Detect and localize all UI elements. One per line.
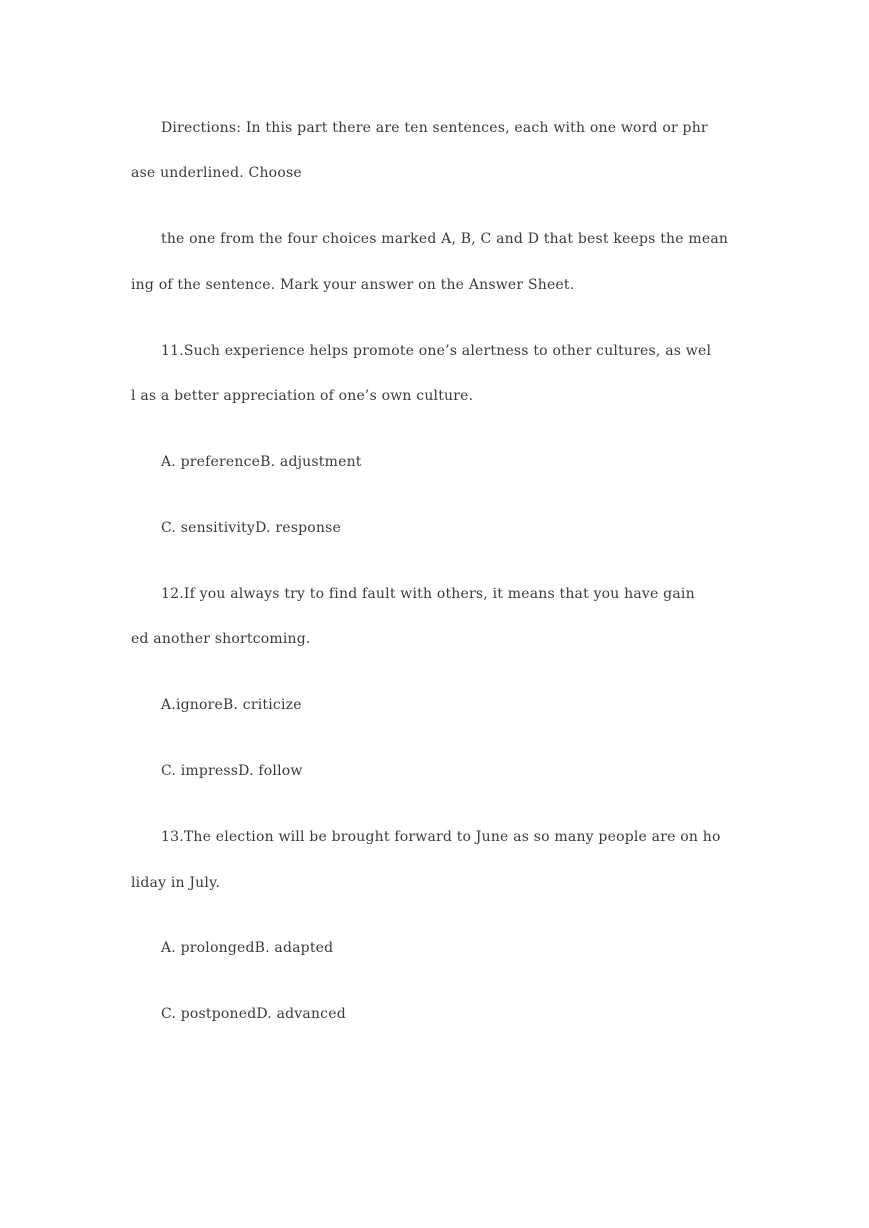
directions-line-2: ase underlined. Choose <box>131 165 302 181</box>
question-11-stem-line-1: 11.Such experience helps promote one’s alertness to other cultures, as wel <box>161 343 712 359</box>
question-13-options-cd: C. postponedD. advanced <box>161 1006 346 1022</box>
directions-line-4: ing of the sentence. Mark your answer on the Answer Sheet. <box>131 277 575 293</box>
question-13-options-ab: A. prolongedB. adapted <box>161 940 334 956</box>
question-12-options-ab: A.ignoreB. criticize <box>161 697 302 713</box>
question-13-stem-line-2: liday in July. <box>131 875 220 891</box>
directions-line-1: Directions: In this part there are ten sentences, each with one word or phr <box>161 120 708 136</box>
question-12-options-cd: C. impressD. follow <box>161 763 303 779</box>
question-13-stem-line-1: 13.The election will be brought forward to June as so many people are on ho <box>161 829 721 845</box>
question-11-options-ab: A. preferenceB. adjustment <box>161 454 362 470</box>
question-12-stem-line-1: 12.If you always try to find fault with others, it means that you have gain <box>161 586 695 602</box>
question-11-options-cd: C. sensitivityD. response <box>161 520 341 536</box>
question-12-stem-line-2: ed another shortcoming. <box>131 631 311 647</box>
directions-line-3: the one from the four choices marked A, B, C and D that best keeps the mean <box>161 231 729 247</box>
question-11-stem-line-2: l as a better appreciation of one’s own culture. <box>131 388 474 404</box>
